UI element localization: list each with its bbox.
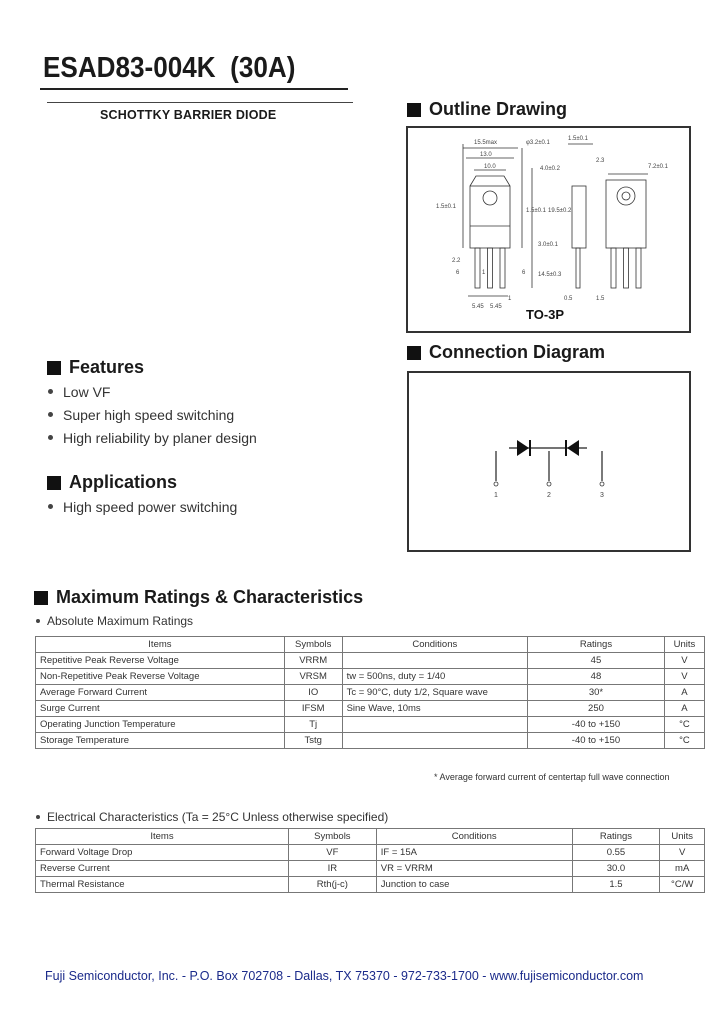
footnote: * Average forward current of centertap full wave connection xyxy=(434,772,670,782)
section-square-icon xyxy=(407,103,421,117)
dim-label: 19.5±0.2 xyxy=(548,208,572,214)
section-square-icon xyxy=(47,361,61,375)
column-header: Ratings xyxy=(528,637,665,653)
bullet-icon xyxy=(48,504,53,509)
to3p-outline-drawing xyxy=(408,128,689,331)
abs-max-label: Absolute Maximum Ratings xyxy=(36,614,193,628)
connection-diagram-box xyxy=(407,371,691,552)
pin-label: 2 xyxy=(547,492,551,499)
dim-label: 5.45 xyxy=(472,304,484,310)
table-row: Operating Junction Temperature Tj -40 to +150 °C xyxy=(36,717,705,733)
bullet-icon xyxy=(36,815,40,819)
column-header: Units xyxy=(660,829,705,845)
column-header: Symbols xyxy=(288,829,376,845)
table-row: Average Forward Current IO Tc = 90°C, duty 1/2, Square wave 30* A xyxy=(36,685,705,701)
list-item: Low VF xyxy=(46,380,257,403)
page-title: ESAD83-004K (30A) xyxy=(43,52,296,84)
diode-left-icon xyxy=(517,440,529,456)
dim-label: 1.5±0.1 xyxy=(526,208,546,214)
dim-label: 6 xyxy=(522,270,526,276)
dim-label: 5.45 xyxy=(490,304,502,310)
pin-label: 1 xyxy=(494,492,498,499)
bullet-icon xyxy=(36,619,40,623)
list-item: High reliability by planer design xyxy=(46,426,257,449)
column-header: Items xyxy=(36,637,285,653)
applications-list xyxy=(46,495,237,518)
dim-label: φ3.2±0.1 xyxy=(526,140,550,146)
features-section-title: Features xyxy=(47,357,144,378)
column-header: Ratings xyxy=(572,829,660,845)
absolute-max-ratings-table xyxy=(35,636,705,749)
bullet-icon xyxy=(48,389,53,394)
dim-label: 1.5±0.1 xyxy=(568,136,588,142)
title-rule xyxy=(40,88,348,90)
table-row: Thermal Resistance Rth(j-c) Junction to case 1.5 °C/W xyxy=(36,877,705,893)
column-header: Items xyxy=(36,829,289,845)
outline-drawing-box xyxy=(406,126,691,333)
list-item: High speed power switching xyxy=(46,495,237,518)
bullet-icon xyxy=(48,435,53,440)
applications-section-title: Applications xyxy=(47,472,177,493)
list-item: Super high speed switching xyxy=(46,403,257,426)
dual-diode-schematic xyxy=(409,373,689,550)
dim-label: 0.5 xyxy=(564,296,573,302)
package-label: TO-3P xyxy=(526,307,565,322)
diode-right-icon xyxy=(567,440,579,456)
table-header-row xyxy=(36,829,705,845)
dim-label: 15.5max xyxy=(474,140,498,146)
dim-label: 1 xyxy=(508,296,512,302)
table-row: Storage Temperature Tstg -40 to +150 °C xyxy=(36,733,705,749)
table-row: Reverse Current IR VR = VRRM 30.0 mA xyxy=(36,861,705,877)
dim-label: 1.5 xyxy=(596,296,605,302)
subtitle-rule xyxy=(47,102,353,103)
connection-section-title: Connection Diagram xyxy=(407,342,605,363)
electrical-characteristics-table xyxy=(35,828,705,893)
bullet-icon xyxy=(48,412,53,417)
dim-label: 13.0 xyxy=(480,152,492,158)
column-header: Conditions xyxy=(376,829,572,845)
dim-label: 1 xyxy=(482,270,486,276)
dim-label: 3.0±0.1 xyxy=(538,242,558,248)
dim-label: 2.2 xyxy=(452,258,461,264)
section-square-icon xyxy=(34,591,48,605)
section-square-icon xyxy=(47,476,61,490)
features-list xyxy=(46,380,257,449)
dim-label: 4.0±0.2 xyxy=(540,166,560,172)
table-row: Repetitive Peak Reverse Voltage VRRM 45 V xyxy=(36,653,705,669)
pin-label: 3 xyxy=(600,492,604,499)
ratings-section-title: Maximum Ratings & Characteristics xyxy=(34,587,363,608)
dim-label: 1.5±0.1 xyxy=(436,204,456,210)
device-type: SCHOTTKY BARRIER DIODE xyxy=(100,108,277,122)
column-header: Units xyxy=(664,637,704,653)
table-row: Forward Voltage Drop VF IF = 15A 0.55 V xyxy=(36,845,705,861)
company-footer: Fuji Semiconductor, Inc. - P.O. Box 702708 - Dallas, TX 75370 - 972-733-1700 - www.fujisemiconductor.com xyxy=(45,969,644,983)
dim-label: 2.3 xyxy=(596,158,605,164)
section-square-icon xyxy=(407,346,421,360)
dim-label: 6 xyxy=(456,270,460,276)
column-header: Symbols xyxy=(284,637,342,653)
table-row: Surge Current IFSM Sine Wave, 10ms 250 A xyxy=(36,701,705,717)
column-header: Conditions xyxy=(342,637,527,653)
dim-label: 10.0 xyxy=(484,164,496,170)
dim-label: 7.2±0.1 xyxy=(648,164,668,170)
table-row: Non-Repetitive Peak Reverse Voltage VRSM tw = 500ns, duty = 1/40 48 V xyxy=(36,669,705,685)
dim-label: 14.5±0.3 xyxy=(538,272,562,278)
table-header-row xyxy=(36,637,705,653)
outline-section-title: Outline Drawing xyxy=(407,99,567,120)
electrical-label: Electrical Characteristics (Ta = 25°C Unless otherwise specified) xyxy=(36,810,388,824)
